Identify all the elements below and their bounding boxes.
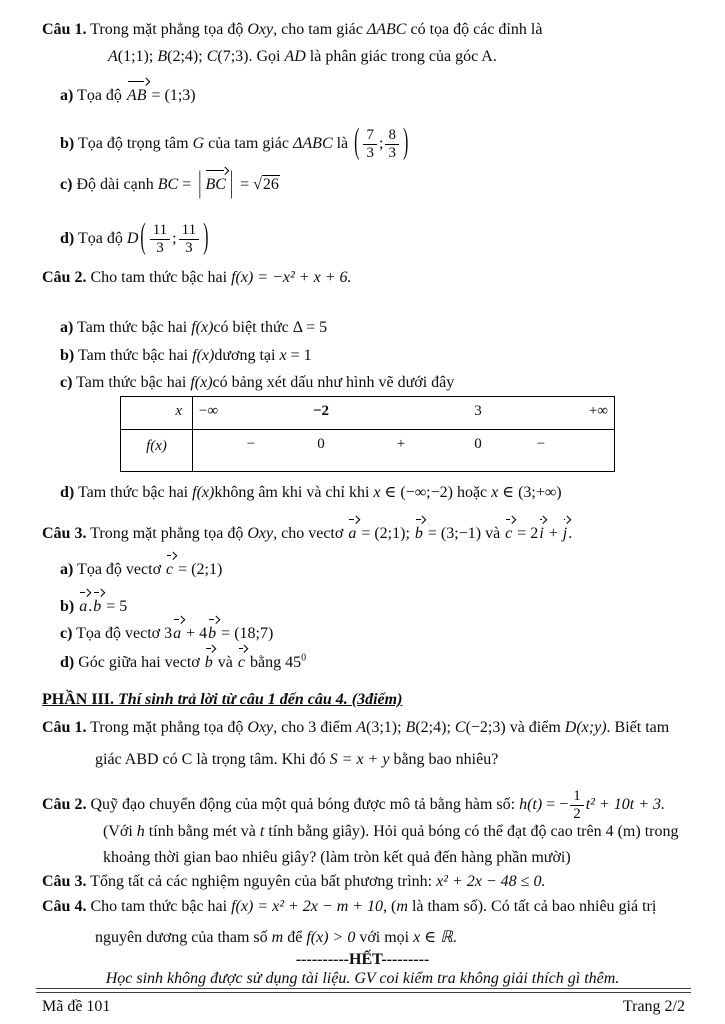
vector-b: b xyxy=(208,625,217,642)
het-text: ----------HẾT--------- xyxy=(295,951,430,968)
text: ; xyxy=(148,48,158,65)
p2-q1-option-b xyxy=(60,123,410,162)
p3-q3-line xyxy=(42,872,545,892)
footer-divider xyxy=(36,988,691,993)
right-paren: ) xyxy=(203,218,209,257)
text: có bảng xét dấu như hình vẽ dưới đây xyxy=(212,374,455,391)
text: và xyxy=(481,525,505,542)
vector-b: b xyxy=(414,525,423,542)
text: (Với xyxy=(103,823,137,840)
sign-table-fx-cell xyxy=(121,430,193,471)
p2-q3-option-a xyxy=(60,560,222,580)
text: có biệt thức xyxy=(213,319,293,336)
option-label: d) xyxy=(60,654,75,671)
text: là tham số). Có tất cả bao nhiêu giá trị xyxy=(407,898,657,915)
text: Tọa độ xyxy=(73,87,126,104)
math-point-b: B xyxy=(405,719,416,736)
math-triangle-abc: ΔABC xyxy=(293,134,333,152)
math-point-c: C xyxy=(206,48,218,65)
vector-a: a xyxy=(348,525,357,542)
page-number-text: Trang 2/2 xyxy=(622,998,685,1015)
option-label: a) xyxy=(60,87,74,104)
text: Cho tam thức bậc hai xyxy=(86,269,232,286)
p3-q2-line3 xyxy=(103,848,571,868)
math-fx: f(x) xyxy=(191,319,214,336)
option-label: c) xyxy=(60,374,73,391)
vector-j: j xyxy=(562,525,568,542)
math-fx-expression: f(x) = x² + 2x − m + 10 xyxy=(231,898,384,915)
p2-q3-statement xyxy=(42,524,572,544)
p2-q2-statement xyxy=(42,268,351,288)
p3-q2-line1 xyxy=(42,788,665,823)
p2-q2-option-a xyxy=(60,318,327,338)
option-label: c) xyxy=(60,176,73,193)
math-coords: (2;4) xyxy=(167,48,199,65)
option-label: d) xyxy=(60,229,75,247)
vector-ab: AB xyxy=(126,87,147,104)
question-label: Câu 4. xyxy=(42,898,87,915)
math-dot: . xyxy=(88,598,93,615)
text: Tọa độ vectơ xyxy=(72,625,165,642)
math-h: h xyxy=(136,823,145,840)
math-delta: Δ = 5 xyxy=(292,319,328,336)
sign: 0 xyxy=(317,436,325,452)
sign-table-x-values xyxy=(193,397,614,429)
text: hoặc xyxy=(452,484,492,501)
sign-table-var-cell xyxy=(121,397,193,429)
math-fx: f(x) xyxy=(192,484,215,501)
vector-b: b xyxy=(93,598,102,615)
math-x: x xyxy=(279,347,287,364)
option-label: c) xyxy=(60,625,73,642)
math-inequality: x² + 2x − 48 ≤ 0. xyxy=(436,873,546,890)
x-value: −∞ xyxy=(199,403,219,419)
text: bằng bao nhiêu? xyxy=(389,751,499,768)
text: và điểm xyxy=(505,719,565,736)
p2-q2-option-b xyxy=(60,346,312,366)
exam-code-text: Mã đề 101 xyxy=(42,998,111,1015)
exam-code xyxy=(42,997,110,1017)
math-plus: + 4 xyxy=(182,625,208,642)
text: Độ dài cạnh xyxy=(72,176,158,193)
question-label: Câu 2. xyxy=(42,269,87,286)
math-fx: f(x) xyxy=(192,347,215,364)
p2-q1-statement-line2 xyxy=(108,47,497,67)
text: , cho vectơ xyxy=(273,525,348,542)
fraction xyxy=(363,127,377,162)
text: ; xyxy=(446,719,455,736)
note-text: Học sinh không được sử dụng tài liệu. GV coi kiểm tra không giải thích gì thêm. xyxy=(105,970,620,987)
text: Tổng tất cả các nghiệm nguyên của bất phương trình: xyxy=(86,873,437,890)
numerator: 7 xyxy=(363,127,377,145)
denominator: 3 xyxy=(388,144,396,161)
text: Tam thức bậc hai xyxy=(72,374,191,391)
math-bc: BC xyxy=(157,176,179,193)
p2-q2-option-c xyxy=(60,373,454,393)
math-coords: (x;y) xyxy=(576,719,607,736)
math-oxy: Oxy xyxy=(247,21,274,38)
separator: ; xyxy=(172,229,177,247)
text: Tọa độ xyxy=(74,229,127,247)
option-label: b) xyxy=(60,347,75,364)
math-point-c: C xyxy=(454,719,466,736)
math-point-b: B xyxy=(157,48,168,65)
p2-q3-option-d xyxy=(60,653,306,673)
part3-heading xyxy=(42,690,402,710)
part-label: PHẦN III. xyxy=(42,691,115,708)
math-point-d: D xyxy=(126,229,139,247)
fraction xyxy=(150,222,170,257)
math-triangle-abc: ΔABC xyxy=(366,21,407,38)
sign: − xyxy=(536,436,546,452)
sign-table-signs xyxy=(193,430,614,471)
math-fx-positive: f(x) > 0 xyxy=(306,929,356,946)
question-label: Câu 3. xyxy=(42,525,87,542)
math-coords: (3;1) xyxy=(365,719,398,736)
sign: 0 xyxy=(474,436,482,452)
x-value: 3 xyxy=(474,403,482,419)
math-g: G xyxy=(192,134,205,152)
numerator: 11 xyxy=(150,222,170,240)
question-label: Câu 2. xyxy=(42,795,87,813)
math-oxy: Oxy xyxy=(247,719,274,736)
math-coords: (2;4) xyxy=(415,719,447,736)
text: . xyxy=(452,929,457,946)
text: không âm khi và chỉ khi xyxy=(214,484,374,501)
question-label: Câu 1. xyxy=(42,21,87,38)
math-equals: = 2 xyxy=(513,525,539,542)
text: để xyxy=(283,929,307,946)
text: bằng xyxy=(245,654,286,671)
math-interval: ∈ (−∞;−2) xyxy=(380,484,453,501)
separator: ; xyxy=(378,134,384,152)
denominator: 3 xyxy=(366,144,374,161)
text: . Gọi xyxy=(248,48,285,65)
sign: + xyxy=(396,436,406,452)
fraction xyxy=(570,788,584,823)
math-equals: = 1 xyxy=(286,347,312,364)
math-equals: = (2;1); xyxy=(357,525,414,542)
part-instruction: Thí sinh trả lời từ câu 1 đến câu 4. (3điểm) xyxy=(114,691,403,708)
math-point-d: D xyxy=(564,719,577,736)
text: ; xyxy=(397,719,406,736)
math-equals: = (3;−1) xyxy=(423,525,482,542)
math-t: t xyxy=(259,823,265,840)
p2-q1-option-a xyxy=(60,86,196,106)
math-equals: = 5 xyxy=(102,598,128,615)
math-s-expression: S = x + y xyxy=(329,751,390,768)
math-ht: h(t) xyxy=(519,795,543,813)
text: Trong mặt phẳng tọa độ xyxy=(86,525,248,542)
math-fx: f(x) xyxy=(190,374,213,391)
math-angle: 45 xyxy=(285,654,302,671)
text: . xyxy=(568,525,573,542)
numerator: 1 xyxy=(570,788,584,806)
numerator: 11 xyxy=(179,222,199,240)
table-var-x: x xyxy=(175,403,182,419)
denominator: 3 xyxy=(156,239,164,256)
p2-q2-option-d xyxy=(60,483,562,503)
question-label: Câu 1. xyxy=(42,719,87,736)
footer-note xyxy=(0,969,725,989)
math-ad: AD xyxy=(284,48,306,65)
math-t-expression: t² + 10t + 3. xyxy=(585,795,665,813)
p3-q1-line1 xyxy=(42,718,669,738)
page-number xyxy=(623,997,685,1017)
numerator: 8 xyxy=(385,127,399,145)
text: tính bằng mét và xyxy=(144,823,260,840)
math-point-a: A xyxy=(356,719,366,736)
text: , cho 3 điểm xyxy=(273,719,357,736)
x-value: +∞ xyxy=(588,403,608,419)
table-var-fx: f(x) xyxy=(146,438,167,454)
text: dương tại xyxy=(214,347,280,364)
text: Tọa độ trọng tâm xyxy=(74,134,193,152)
math-x: x xyxy=(491,484,499,501)
math-equals: = (1;3) xyxy=(147,87,196,104)
fraction xyxy=(179,222,199,257)
vector-c: c xyxy=(166,561,174,578)
text: Góc giữa hai vectơ xyxy=(74,654,204,671)
math-x: x xyxy=(373,484,381,501)
option-label: b) xyxy=(60,134,75,152)
text: Quỹ đạo chuyển động của một quả bóng được mô tả bằng hàm số: xyxy=(86,795,520,813)
text: Trong mặt phẳng tọa độ xyxy=(86,21,248,38)
end-marker xyxy=(0,950,725,970)
right-paren: ) xyxy=(402,123,409,162)
p3-q4-line2 xyxy=(95,928,457,948)
text: có tọa độ các đỉnh là xyxy=(406,21,543,38)
math-oxy: Oxy xyxy=(247,525,274,542)
text: . Biết tam xyxy=(606,719,670,736)
text: giác ABD có C là trọng tâm. Khi đó xyxy=(95,751,330,768)
p2-q1-option-c xyxy=(60,167,280,200)
vector-c: c xyxy=(505,525,513,542)
vector-c: c xyxy=(237,654,245,671)
sign: − xyxy=(246,436,256,452)
sign-table xyxy=(120,396,615,472)
question-label: Câu 3. xyxy=(42,873,87,890)
math-coef: 3 xyxy=(164,625,173,642)
math-coords: (−2;3) xyxy=(465,719,506,736)
text: và xyxy=(213,654,237,671)
math-equals: = xyxy=(178,176,196,193)
p2-q3-option-b xyxy=(60,597,127,617)
text: , ( xyxy=(383,898,397,915)
math-plus: + xyxy=(544,525,562,542)
left-paren: ( xyxy=(140,218,146,257)
abs-bar: | xyxy=(229,167,234,200)
abs-bar: | xyxy=(198,167,202,200)
vector-bc: BC xyxy=(205,176,226,193)
text: của tam giác xyxy=(204,134,293,152)
fraction xyxy=(385,127,399,162)
vector-i: i xyxy=(539,525,544,542)
text: Tam thức bậc hai xyxy=(74,484,193,501)
text: tính bằng giây). Hỏi quả bóng có thể đạt độ cao trên 4 (m) trong xyxy=(264,823,679,840)
sqrt-26 xyxy=(253,175,280,193)
math-interval: ∈ (3;+∞) xyxy=(498,484,562,501)
math-m: m xyxy=(396,898,408,915)
text: Trong mặt phẳng tọa độ xyxy=(86,719,248,736)
denominator: 2 xyxy=(573,805,581,822)
math-coords: (7;3) xyxy=(217,48,249,65)
radicand: 26 xyxy=(262,176,279,193)
text: là xyxy=(332,134,353,152)
option-label: d) xyxy=(60,484,75,501)
text: khoảng thời gian bao nhiêu giây? (làm tròn kết quả đến hàng phần mười) xyxy=(103,849,571,866)
math-equals: = xyxy=(236,176,254,193)
denominator: 3 xyxy=(185,239,193,256)
math-x-in-r: x ∈ ℝ xyxy=(413,929,453,946)
vector-a: a xyxy=(173,625,182,642)
p2-q3-option-c xyxy=(60,624,273,644)
text: Tam thức bậc hai xyxy=(74,347,193,364)
text: với mọi xyxy=(355,929,414,946)
math-equals: = (18;7) xyxy=(217,625,274,642)
vector-a: a xyxy=(79,598,88,615)
text: Tam thức bậc hai xyxy=(73,319,192,336)
p3-q4-line1 xyxy=(42,897,656,917)
text: ; xyxy=(198,48,207,65)
math-equals: = (2;1) xyxy=(174,561,223,578)
text: Tọa độ vectơ xyxy=(73,561,166,578)
math-m: m xyxy=(271,929,284,946)
text: , cho tam giác xyxy=(273,21,367,38)
option-label: a) xyxy=(60,319,74,336)
sign-table-x-row xyxy=(121,397,614,429)
p3-q1-line2 xyxy=(95,750,498,770)
p2-q1-statement-line1 xyxy=(42,20,542,40)
option-label: b) xyxy=(60,598,75,615)
math-fx-expression: f(x) = −x² + x + 6. xyxy=(231,269,352,286)
math-exponent: 0 xyxy=(301,652,307,664)
p3-q2-line2 xyxy=(103,822,678,842)
left-paren: ( xyxy=(354,123,360,162)
p2-q1-option-d xyxy=(60,218,210,257)
text: là phân giác trong của góc A. xyxy=(305,48,497,65)
text: Cho tam thức bậc hai xyxy=(86,898,232,915)
vector-b: b xyxy=(204,654,213,671)
part3-heading-underline xyxy=(42,691,402,708)
text: nguyên dương của tham số xyxy=(95,929,272,946)
sign-table-fx-row xyxy=(121,429,614,471)
math-coords: (1;1) xyxy=(117,48,149,65)
x-value: −2 xyxy=(312,403,330,419)
math-equals: = − xyxy=(542,795,569,813)
option-label: a) xyxy=(60,561,74,578)
math-point-a: A xyxy=(108,48,118,65)
